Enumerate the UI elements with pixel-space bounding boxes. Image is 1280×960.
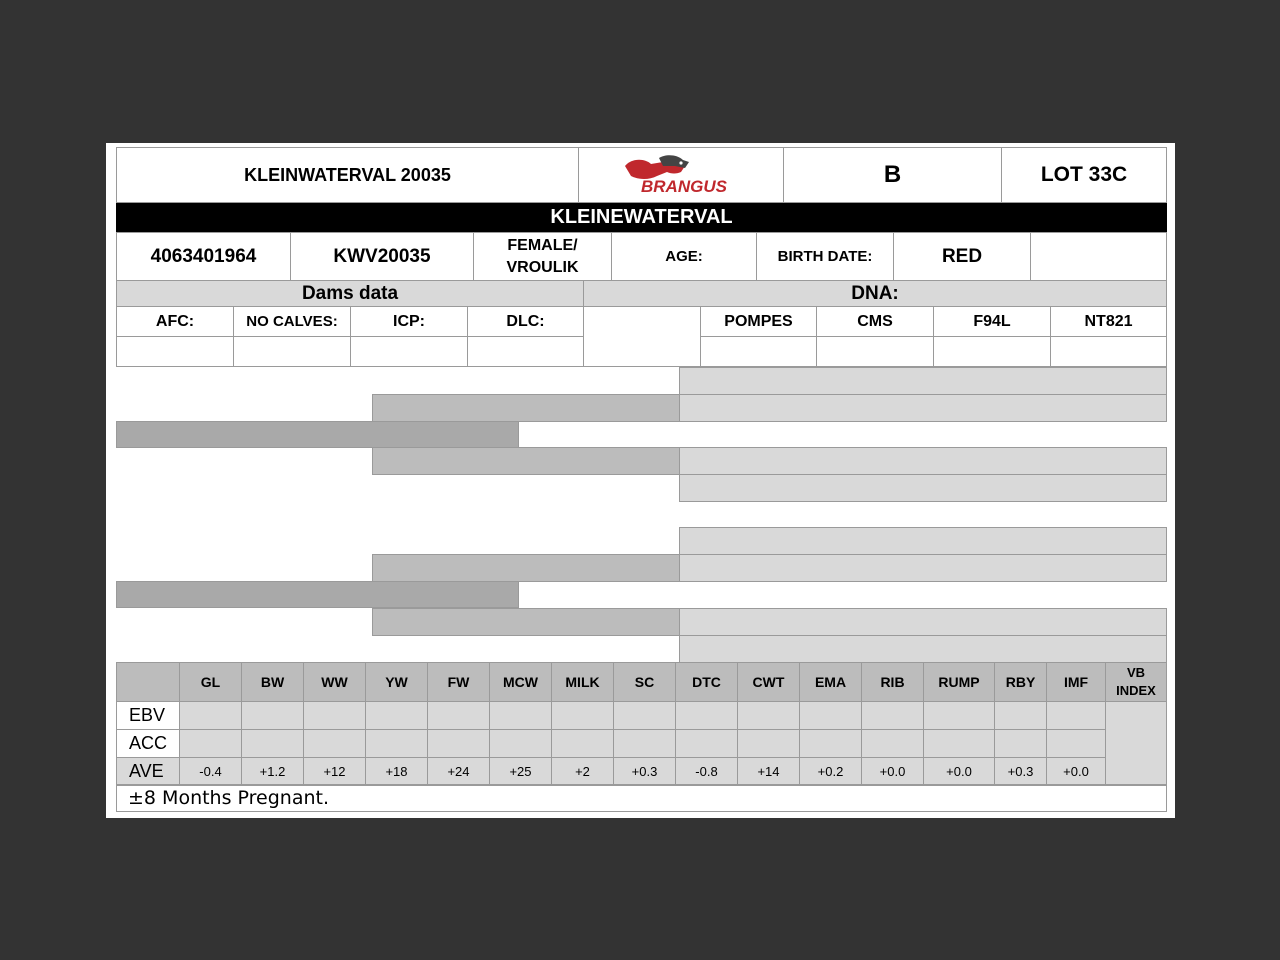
ebv-ebv-rump <box>923 701 995 730</box>
dams-value-afc <box>116 336 234 367</box>
ebv-acc-mcw <box>489 729 552 758</box>
ebv-col-fw-text: FW <box>447 674 470 690</box>
dna-value-cms <box>816 336 934 367</box>
animal-name: KLEINWATERVAL 20035 <box>116 147 579 203</box>
ebv-ebv-cwt <box>737 701 800 730</box>
ebv-ebv-bw <box>241 701 304 730</box>
ebv-ave-bw-text: +1.2 <box>259 764 286 779</box>
ebv-col-rump <box>923 662 995 702</box>
ebv-acc-imf <box>1046 729 1106 758</box>
pedigree-slot <box>679 635 1167 663</box>
dna-col-f94l: F94L <box>933 306 1051 337</box>
ebv-col-rib-text: RIB <box>880 674 905 690</box>
animal-id: KWV20035 <box>290 232 474 281</box>
lot-card <box>106 143 1175 818</box>
ebv-ave-mcw-text: +25 <box>509 764 532 779</box>
ebv-ebv-ww <box>303 701 366 730</box>
ebv-col-milk-text: MILK <box>565 674 600 690</box>
age-label: AGE: <box>611 232 757 281</box>
ebv-ave-ww <box>303 757 366 786</box>
dna-col-pompes: POMPES <box>700 306 817 337</box>
ebv-ave-bw <box>241 757 304 786</box>
dna-title: DNA: <box>583 280 1167 307</box>
ebv-ave-milk <box>551 757 614 786</box>
pedigree-slot <box>679 447 1167 475</box>
ebv-ave-yw-text: +18 <box>385 764 408 779</box>
ebv-acc-ema <box>799 729 862 758</box>
brangus-logo <box>578 147 784 203</box>
ebv-acc-rump <box>923 729 995 758</box>
colour-field: RED <box>893 232 1031 281</box>
ebv-acc-dtc <box>675 729 738 758</box>
dna-value-nt821 <box>1050 336 1167 367</box>
ebv-ave-sc <box>613 757 676 786</box>
ebv-col-cwt <box>737 662 800 702</box>
ebv-col-fw <box>427 662 490 702</box>
ebv-acc-sc <box>613 729 676 758</box>
ebv-col-imf <box>1046 662 1106 702</box>
ebv-ave-cwt <box>737 757 800 786</box>
ebv-col-sc <box>613 662 676 702</box>
ebv-ave-rump <box>923 757 995 786</box>
ebv-ebv-yw <box>365 701 428 730</box>
ebv-col-rib <box>861 662 924 702</box>
ebv-ave-imf <box>1046 757 1106 786</box>
ebv-ave-rib <box>861 757 924 786</box>
registration-number: 4063401964 <box>116 232 291 281</box>
ebv-acc-ww <box>303 729 366 758</box>
ebv-ave-ww-text: +12 <box>323 764 346 779</box>
ebv-acc-bw <box>241 729 304 758</box>
brangus-logo-text: BRANGUS <box>641 177 727 196</box>
vb-index-value <box>1105 701 1167 786</box>
pedigree-slot <box>372 394 680 422</box>
dna-value-pompes <box>700 336 817 367</box>
ebv-ebv-gl <box>179 701 242 730</box>
ebv-col-dtc <box>675 662 738 702</box>
ebv-col-rby <box>994 662 1047 702</box>
breeder-banner: KLEINEWATERVAL <box>116 203 1167 232</box>
ebv-col-rby-text: RBY <box>1005 674 1036 690</box>
dams-col-dlc: DLC: <box>467 306 584 337</box>
dams-col-afc: AFC: <box>116 306 234 337</box>
sex-field: FEMALE/ VROULIK <box>473 232 612 281</box>
ebv-ebv-rib <box>861 701 924 730</box>
ebv-col-milk <box>551 662 614 702</box>
ebv-acc-yw <box>365 729 428 758</box>
ebv-ave-rump-text: +0.0 <box>946 764 972 779</box>
pedigree-sire <box>116 421 519 448</box>
ebv-ebv-imf <box>1046 701 1106 730</box>
ebv-ave-rby-text: +0.3 <box>1007 764 1034 779</box>
ebv-col-ww-text: WW <box>321 674 348 690</box>
ebv-ave-dtc-text: -0.8 <box>695 764 718 779</box>
dams-value-no-calves <box>233 336 351 367</box>
ebv-acc-fw <box>427 729 490 758</box>
pedigree-slot <box>372 554 680 582</box>
pedigree-slot <box>372 447 680 475</box>
pedigree-slot <box>679 608 1167 636</box>
ebv-acc-milk <box>551 729 614 758</box>
ebv-col-bw <box>241 662 304 702</box>
dams-col-icp: ICP: <box>350 306 468 337</box>
ebv-col-yw <box>365 662 428 702</box>
ebv-col-mcw <box>489 662 552 702</box>
ebv-ave-gl-text: -0.4 <box>199 764 222 779</box>
ebv-row-label-acc-text: ACC <box>129 733 168 753</box>
ebv-header-corner <box>116 662 180 702</box>
pedigree-slot <box>679 554 1167 582</box>
birth-date-label: BIRTH DATE: <box>756 232 894 281</box>
ebv-row-label-ebv <box>116 701 180 730</box>
ebv-acc-cwt <box>737 729 800 758</box>
ebv-ave-rib-text: +0.0 <box>879 764 906 779</box>
dams-value-dlc <box>467 336 584 367</box>
dams-data-title: Dams data <box>116 280 584 307</box>
pregnancy-note: ±8 Months Pregnant. <box>116 784 1167 812</box>
dna-col-cms: CMS <box>816 306 934 337</box>
ebv-ebv-fw <box>427 701 490 730</box>
ebv-ave-fw <box>427 757 490 786</box>
ebv-col-bw-text: BW <box>260 674 285 690</box>
ebv-ave-sc-text: +0.3 <box>631 764 658 779</box>
ebv-col-yw-text: YW <box>385 674 408 690</box>
pedigree-slot <box>679 474 1167 502</box>
pedigree-slot <box>679 527 1167 555</box>
brangus-logo-graphic <box>611 152 751 198</box>
ebv-row-label-ave-text: AVE <box>129 761 164 781</box>
ebv-ebv-mcw <box>489 701 552 730</box>
ebv-col-gl <box>179 662 242 702</box>
pedigree-slot <box>372 608 680 636</box>
ebv-ebv-ema <box>799 701 862 730</box>
identity-blank-field <box>1030 232 1167 281</box>
ebv-col-ema <box>799 662 862 702</box>
ebv-col-ww <box>303 662 366 702</box>
dams-value-icp <box>350 336 468 367</box>
dna-col-nt821: NT821 <box>1050 306 1167 337</box>
ebv-row-label-ave <box>116 757 180 786</box>
dams-col-no-calves: NO CALVES: <box>233 306 351 337</box>
ebv-row-label-acc <box>116 729 180 758</box>
pedigree-slot <box>679 367 1167 395</box>
vb-index-header-text: VB INDEX <box>1116 665 1156 698</box>
ebv-ave-cwt-text: +14 <box>757 764 780 779</box>
ebv-ebv-sc <box>613 701 676 730</box>
grade-badge: B <box>783 147 1002 203</box>
lot-number: LOT 33C <box>1001 147 1167 203</box>
ebv-ave-ema-text: +0.2 <box>817 764 844 779</box>
ebv-col-ema-text: EMA <box>814 674 847 690</box>
ebv-acc-rib <box>861 729 924 758</box>
ebv-col-rump-text: RUMP <box>938 674 980 690</box>
ebv-ave-milk-text: +2 <box>575 764 590 779</box>
ebv-row-label-ebv-text: EBV <box>129 705 166 725</box>
ebv-col-gl-text: GL <box>200 674 221 690</box>
ebv-ebv-dtc <box>675 701 738 730</box>
dna-value-f94l <box>933 336 1051 367</box>
ebv-ebv-rby <box>994 701 1047 730</box>
pedigree-dam <box>116 581 519 608</box>
ebv-col-imf-text: IMF <box>1063 674 1089 690</box>
ebv-ave-ema <box>799 757 862 786</box>
ebv-acc-gl <box>179 729 242 758</box>
ebv-acc-rby <box>994 729 1047 758</box>
ebv-ave-fw-text: +24 <box>447 764 470 779</box>
ebv-ave-gl <box>179 757 242 786</box>
ebv-col-sc-text: SC <box>634 674 655 690</box>
dna-blank-cell <box>583 306 701 367</box>
ebv-ave-imf-text: +0.0 <box>1063 764 1089 779</box>
ebv-ave-yw <box>365 757 428 786</box>
vb-index-header <box>1105 662 1167 702</box>
pedigree-slot <box>679 394 1167 422</box>
ebv-col-cwt-text: CWT <box>752 674 785 690</box>
ebv-ave-mcw <box>489 757 552 786</box>
ebv-col-dtc-text: DTC <box>692 674 721 690</box>
ebv-ave-dtc <box>675 757 738 786</box>
ebv-col-mcw-text: MCW <box>503 674 538 690</box>
ebv-ave-rby <box>994 757 1047 786</box>
ebv-ebv-milk <box>551 701 614 730</box>
